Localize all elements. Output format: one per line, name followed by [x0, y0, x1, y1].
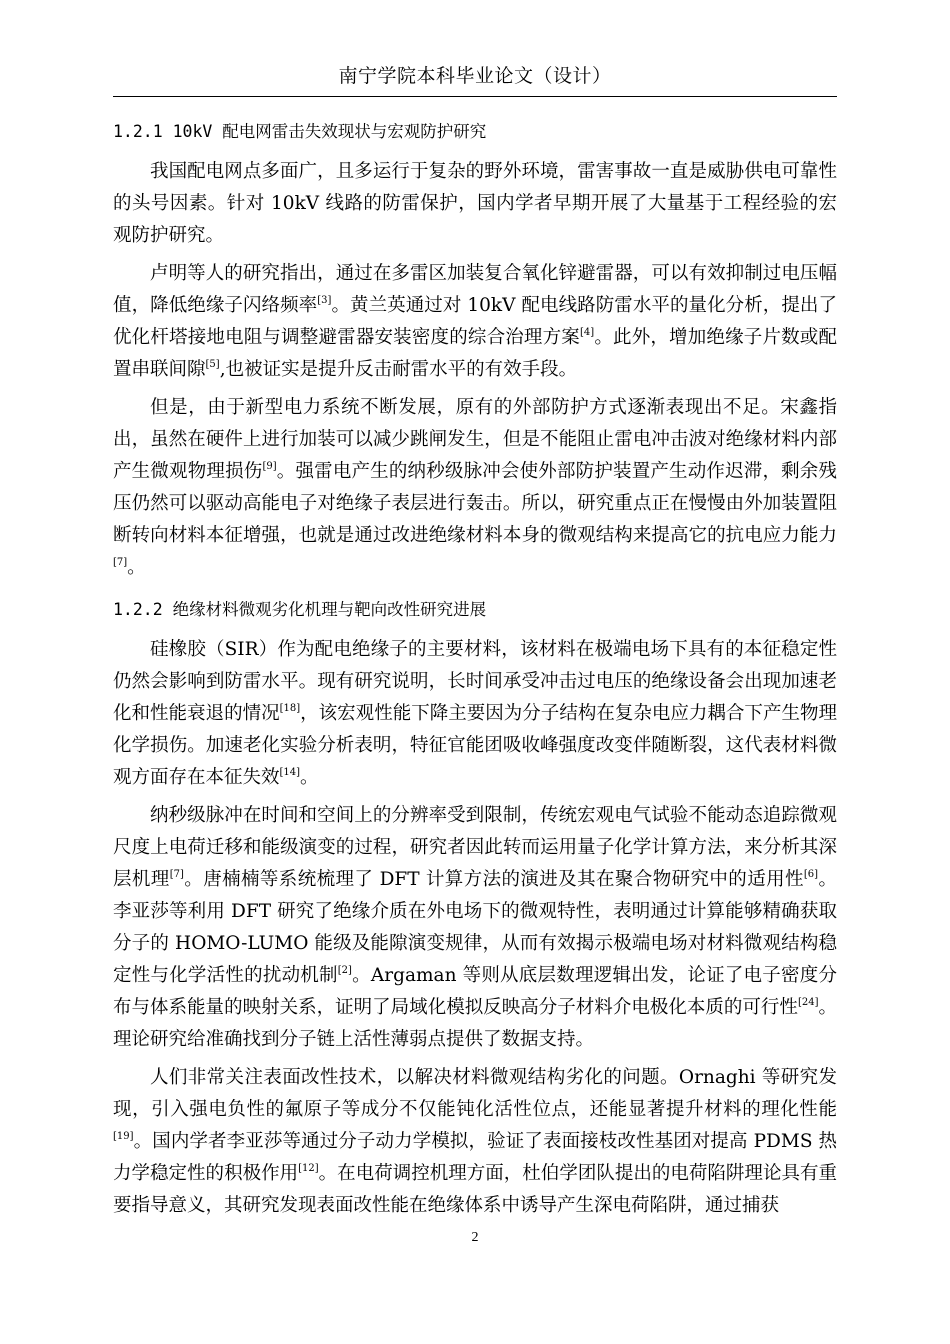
paragraph: 但是，由于新型电力系统不断发展，原有的外部防护方式逐渐表现出不足。宋鑫指出，虽然在硬件上进行加装可以减少跳闸发生，但是不能阻止雷电冲击波对绝缘材料内部产生微观物理损伤[9]。强雷电产生的纳秒级脉冲会使外部防护装置产生动作迟滞，剩余残压仍然可以驱动高能电子对绝缘子表层进行轰击。所以，研究重点正在慢慢由外加装置阻断转向材料本征增强，也就是通过改进绝缘材料本身的微观结构来提高它的抗电应力能力[7]。 — [113, 397, 837, 578]
paragraph: 纳秒级脉冲在时间和空间上的分辨率受到限制，传统宏观电气试验不能动态追踪微观尺度上电荷迁移和能级演变的过程，研究者因此转而运用量子化学计算方法，来分析其深层机理[7]。唐楠楠等系统梳理了 DFT 计算方法的演进及其在聚合物研究中的适用性[6]。李亚莎等利用 DFT 研究了绝缘介质在外电场下的微观特性，表明通过计算能够精确获取分子的 HOMO-LUMO 能级及能隙演变规律，从而有效揭示极端电场对材料微观结构稳定性与化学活性的扰动机制[2]。Argaman 等则从底层数理逻辑出发，论证了电子密度分布与体系能量的映射关系，证明了局域化模拟反映高分子材料介电极化本质的可行性[24]。理论研究给准确找到分子链上活性薄弱点提供了数据支持。 — [113, 805, 837, 1050]
paragraph: 我国配电网点多面广，且多运行于复杂的野外环境，雷害事故一直是威胁供电可靠性的头号因素。针对 10kV 线路的防雷保护，国内学者早期开展了大量基于工程经验的宏观防护研究。 — [113, 161, 837, 246]
page-number: 2 — [471, 1230, 479, 1245]
header-rule — [113, 96, 837, 97]
paragraph: 卢明等人的研究指出，通过在多雷区加装复合氧化锌避雷器，可以有效抑制过电压幅值，降低绝缘子闪络频率[3]。黄兰英通过对 10kV 配电线路防雷水平的量化分析，提出了优化杆塔接地电阻与调整避雷器安装密度的综合治理方案[4]。此外，增加绝缘子片数或配置串联间隙[5],也被证实是提升反击耐雷水平的有效手段。 — [113, 263, 837, 380]
paragraph: 人们非常关注表面改性技术，以解决材料微观结构劣化的问题。Ornaghi 等研究发现，引入强电负性的氟原子等成分不仅能钝化活性位点，还能显著提升材料的理化性能[19]。国内学者李亚莎等通过分子动力学模拟，验证了表面接枝改性基团对提高 PDMS 热力学稳定性的积极作用[12]。在电荷调控机理方面，杜伯学团队提出的电荷陷阱理论具有重要指导意义，其研究发现表面改性能在绝缘体系中诱导产生深电荷陷阱，通过捕获 — [113, 1067, 837, 1216]
citation-ref: [7] — [113, 557, 128, 568]
citation-ref: [2] — [337, 965, 352, 976]
document-body — [113, 116, 837, 1222]
citation-ref: [6] — [803, 869, 819, 880]
citation-ref: [12] — [298, 1163, 319, 1174]
citation-ref: [24] — [797, 997, 819, 1008]
citation-ref: [4] — [579, 327, 595, 338]
citation-ref: [7] — [169, 869, 184, 880]
citation-ref: [18] — [279, 703, 301, 714]
citation-ref: [14] — [279, 767, 301, 778]
citation-ref: [9] — [262, 461, 277, 472]
citation-ref: [3] — [317, 295, 332, 306]
section-heading: 1.2.2 绝缘材料微观劣化机理与靶向改性研究进展 — [113, 600, 487, 619]
section-heading: 1.2.1 10kV 配电网雷击失效现状与宏观防护研究 — [113, 122, 487, 141]
paragraph: 硅橡胶（SIR）作为配电绝缘子的主要材料，该材料在极端电场下具有的本征稳定性仍然会影响到防雷水平。现有研究说明，长时间承受冲击过电压的绝缘设备会出现加速老化和性能衰退的情况[18]，该宏观性能下降主要因为分子结构在复杂电应力耦合下产生物理化学损伤。加速老化实验分析表明，特征官能团吸收峰强度改变伴随断裂，这代表材料微观方面存在本征失效[14]。 — [113, 639, 837, 788]
citation-ref: [19] — [113, 1131, 134, 1142]
page-header-title: 南宁学院本科毕业论文（设计） — [338, 65, 612, 87]
citation-ref: [5] — [205, 359, 220, 370]
